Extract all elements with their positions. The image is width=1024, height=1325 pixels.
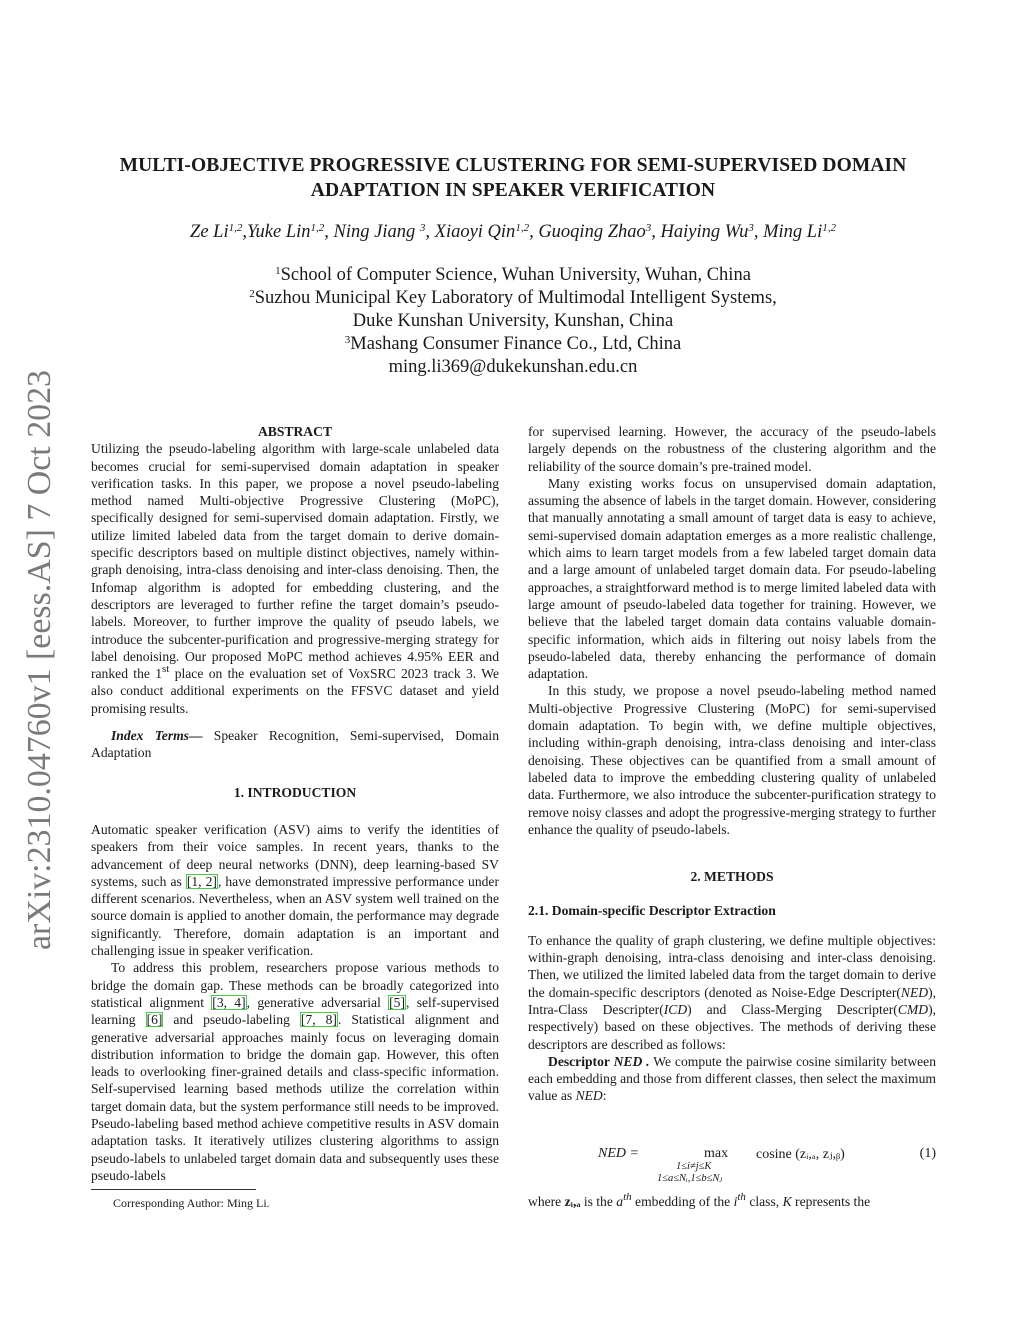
abstract-heading: ABSTRACT bbox=[257, 424, 333, 439]
affiliations bbox=[150, 264, 876, 379]
footnote: Corresponding Author: Ming Li. bbox=[113, 1196, 270, 1210]
author-sup: 3 bbox=[419, 222, 426, 234]
descriptor-paragraph: Descriptor NED . We compute the pairwise cosine similarity between each embedding and those from different classes, then select the maximum value as NED: bbox=[528, 1053, 937, 1104]
author-name: Guoqing Zhao bbox=[538, 222, 646, 242]
citation-link[interactable]: [5] bbox=[389, 994, 406, 1010]
equation-1 bbox=[528, 1138, 936, 1188]
paper-title bbox=[100, 153, 926, 203]
citation-link[interactable]: [3, 4] bbox=[212, 994, 246, 1010]
author-sup: 1,2 bbox=[310, 222, 325, 234]
author-name: Xiaoyi Qin bbox=[434, 222, 516, 242]
citation-link[interactable]: [7, 8] bbox=[300, 1012, 337, 1028]
intro-paragraph-1: Automatic speaker verification (ASV) aims to verify the identities of speakers from their voice samples. In recent years, thanks to the advancement of deep neural networks (DNN), deep learning-based SV systems, such as [1, 2], have demonstrated impressive performance under different scenarios. Nevertheless, when an ASV system well trained on the source domain is applied to another domain, the performance may degrade significantly. Therefore, domain adaptation is an important and challenging issue in speaker verification. bbox=[91, 821, 499, 959]
index-terms: Index Terms— Speaker Recognition, Semi-supervised, Domain Adaptation bbox=[91, 728, 499, 761]
equation-number: (1) bbox=[919, 1146, 936, 1161]
affiliation-2: $^2$Suzhou Municipal Key Laboratory of Multimodal Intelligent Systems, bbox=[249, 288, 777, 308]
right-paragraph-3: In this study, we propose a novel pseudo-labeling method named Multi-objective Progressive Clustering (MoPC) for semi-supervised domain adaptation. To begin with, we define multiple objectives, including within-graph denoising, intra-class denoising and inter-class denoising. These objectives can be quantified from a small amount of labeled data to improve the embedding clustering quality of unlabeled data. Furthermore, we also introduce the subcenter-purification strategy to remove noisy classes and adopt the progressive-merging strategy to further enhance the quality of pseudo-labels. bbox=[528, 683, 936, 837]
abstract-text: Utilizing the pseudo-labeling algorithm with large-scale unlabeled data becomes crucial for semi-supervised domain adaptation in speaker verification tasks. In this paper, we propose a novel pseudo-labeling method named Multi-objective Progressive Clustering (MoPC), specifically designed for semi-supervised domain adaptation. Firstly, we utilize limited labeled data from the target domain to derive domain-specific descriptors based on multiple distinct objectives, namely within-graph denoising, intra-class denoising and inter-class denoising. Then, the Infomap algorithm is adopted for embedding clustering, and the descriptors are leveraged to further refine the target domain’s pseudo-labels. Moreover, to further improve the quality of pseudo labels, we introduce the subcenter-purification and progressive-merging strategy for label denoising. Our proposed MoPC method achieves 4.95% EER and ranked the 1st place on the evaluation set of VoxSRC 2023 track 3. We also conduct additional experiments on the FFSVC dataset and yield promising results. bbox=[91, 441, 499, 716]
author-sup: 1,2 bbox=[515, 222, 530, 234]
author-name: Ming Li bbox=[763, 222, 823, 242]
affiliation-1: $^1$School of Computer Science, Wuhan University, Wuhan, China bbox=[275, 265, 751, 285]
email-link[interactable]: ming.li369@dukekunshan.edu.cn bbox=[388, 357, 638, 377]
equation-lhs: NED = bbox=[598, 1146, 639, 1161]
author-sup: 1,2 bbox=[822, 222, 836, 234]
intro-paragraph-2: To address this problem, researchers propose various methods to bridge the domain gap. These methods can be broadly categorized into statistical alignment [3, 4], generative adversarial [5], self-supervised learning [6] and pseudo-labeling [7, 8]. Statistical alignment and generative adversarial approaches mainly focus on leveraging domain distribution information to bridge the domain gap. However, this often leads to overlooking finer-grained details and class-specific information. Self-supervised learning based methods utilize the correlation within target domain data, but the system performance still needs to be improved. Pseudo-labeling based method achieve competitive results in ASV domain adaptation tasks. It iteratively utilizes clustering algorithms to assign pseudo-labels to unlabeled target domain data and subsequently uses these pseudo-labels bbox=[91, 960, 499, 1183]
subsection-heading: 2.1. Domain-specific Descriptor Extraction bbox=[528, 903, 776, 919]
methods-paragraph: To enhance the quality of graph clustering, we define multiple objectives: within-graph denoising, intra-class denoising and inter-class denoising. Then, we utilized the limited labeled data from the target domain to derive the domain-specific descriptors (denoted as Noise-Edge Descripter(NED), Intra-Class Descripter(ICD) and Class-Merging Descripter(CMD), respectively) based on these objectives. The methods of deriving these descriptors are described as follows: bbox=[528, 932, 936, 1052]
citation-link[interactable]: [6] bbox=[146, 1012, 163, 1028]
author-name: Haiying Wu bbox=[660, 222, 749, 242]
author-name: Yuke Lin bbox=[246, 222, 311, 242]
equation-subscript-1: 1≤i≠j≤K bbox=[676, 1161, 712, 1172]
author-list: Ze Li$^{1,2}$,Yuke Lin$^{1,2}$, Ning Jiang $^3$, Xiaoyi Qin$^{1,2}$, Guoqing Zhao$^3$, Haiying Wu$^3$, Ming Li$^{1,2}$ bbox=[190, 222, 836, 242]
arxiv-stamp-text: arXiv:2310.04760v1 [eess.AS] 7 Oct 2023 bbox=[21, 368, 58, 950]
affiliation-2b: Duke Kunshan University, Kunshan, China bbox=[352, 311, 674, 331]
author-sup: 3 bbox=[645, 222, 652, 234]
arxiv-stamp bbox=[6, 360, 66, 960]
footnote-rule bbox=[91, 1189, 256, 1190]
where-line: where zᵢ,ₐ is the $a^{th}$ embedding of the $i^{th}$ class, K represents the bbox=[528, 1191, 871, 1209]
intro-heading: 1. INTRODUCTION bbox=[233, 784, 357, 800]
author-sup: 1,2 bbox=[228, 222, 243, 234]
equation-rhs: cosine (zᵢ,ₐ, zⱼ,ᵦ) bbox=[756, 1147, 845, 1162]
author-sup: 3 bbox=[748, 222, 754, 234]
title-line-1: MULTI-OBJECTIVE PROGRESSIVE CLUSTERING FOR SEMI-SUPERVISED DOMAIN bbox=[119, 155, 907, 176]
left-column bbox=[91, 423, 499, 1184]
right-paragraph-1: for supervised learning. However, the accuracy of the pseudo-labels largely depends on the robustness of the clustering algorithm and the reliability of the source domain’s pre-trained model. bbox=[528, 424, 936, 474]
author-name: Ning Jiang bbox=[333, 222, 420, 242]
methods-heading: 2. METHODS bbox=[690, 869, 774, 885]
citation-link[interactable]: [1, 2] bbox=[186, 873, 217, 889]
equation-max: max bbox=[704, 1146, 729, 1161]
right-last-line bbox=[528, 1193, 936, 1210]
affiliation-3: $^3$Mashang Consumer Finance Co., Ltd, China bbox=[344, 334, 682, 354]
author-name: Ze Li bbox=[190, 222, 229, 242]
equation-subscript-2: 1≤a≤Nᵢ,1≤b≤Nⱼ bbox=[657, 1173, 723, 1184]
title-line-2: ADAPTATION IN SPEAKER VERIFICATION bbox=[310, 180, 716, 201]
right-column bbox=[528, 423, 936, 1105]
right-paragraph-2: Many existing works focus on unsupervised domain adaptation, assuming the absence of labels in the target domain. However, considering that manually annotating a small amount of target data is easy to achieve, semi-supervised domain adaptation emerges as a more realistic challenge, which aims to learn target models from a few labeled target domain data and a large amount of unlabeled target domain data. For pseudo-labeling approaches, a straightforward method is to merge limited labeled data with large amount of pseudo-labeled data together for training. However, we believe that the labeled target domain data contains valuable domain-specific information, which aids in filtering out noisy labels from the pseudo-labeled data, thereby enhancing the performance of domain adaptation. bbox=[528, 475, 936, 682]
